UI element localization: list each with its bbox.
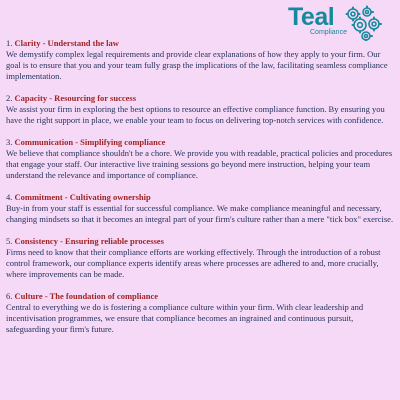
principle-number: 2. <box>6 93 13 103</box>
principle-tagline: - Ensuring reliable processes <box>60 236 164 246</box>
principle-body: We demystify complex legal requirements and provide clear explanations of how they apply to your firm. Our goal is to ensure that you and your team fully grasp the implications of the law, facilitating seamless compliance implementation. <box>6 49 388 81</box>
principle-consistency <box>6 236 396 280</box>
principle-name: Commitment <box>14 192 63 202</box>
principle-body: Buy-in from your staff is essential for successful compliance. We make compliance meaningful and necessary, changing mindsets so that it becomes an integral part of your firm's culture rather than a mere "tick box" exercise. <box>6 203 394 224</box>
principle-body: We believe that compliance shouldn't be a chore. We provide you with readable, practical policies and procedures that engage your staff. Our interactive live training sessions go beyond mere instruction, helping your team understand the relevance and importance of compliance. <box>6 148 393 180</box>
principle-heading <box>6 137 396 148</box>
principle-number: 3. <box>6 137 13 147</box>
principle-clarity <box>6 38 396 82</box>
principle-heading <box>6 291 396 302</box>
logo-wordmark: Teal <box>288 3 335 31</box>
principle-culture <box>6 291 396 335</box>
principle-body: Central to everything we do is fostering a compliance culture within your firm. With clear leadership and incentivisation programmes, we ensure that compliance becomes an ingrained and continuous pursuit, safeguarding your firm's future. <box>6 302 364 334</box>
principle-tagline: - The foundation of compliance <box>44 291 158 301</box>
principle-capacity <box>6 93 396 126</box>
principle-number: 6. <box>6 291 13 301</box>
principle-tagline: - Simplifying compliance <box>75 137 166 147</box>
logo-subtitle: Compliance <box>310 29 347 36</box>
principle-number: 1. <box>6 38 13 48</box>
principle-number: 5. <box>6 236 13 246</box>
principle-name: Communication <box>14 137 74 147</box>
principle-name: Culture <box>14 291 43 301</box>
principle-heading <box>6 236 396 247</box>
principle-body: Firms need to know that their compliance efforts are working effectively. Through the introduction of a robust control framework, our compliance experts identify areas where processes are adhered to and, more crucially, where improvements can be made. <box>6 247 381 279</box>
principle-heading <box>6 38 396 49</box>
principle-body: We assist your firm in exploring the best options to resource an effective compliance function. By ensuring you have the right support in place, we enable your team to focus on delivering top-notch services with confidence. <box>6 104 385 125</box>
principle-name: Consistency <box>14 236 58 246</box>
principle-tagline: - Cultivating ownership <box>64 192 151 202</box>
principle-communication <box>6 137 396 181</box>
principles-list <box>6 38 396 346</box>
principle-heading <box>6 192 396 203</box>
principle-tagline: - Resourcing for success <box>49 93 137 103</box>
principle-tagline: - Understand the law <box>42 38 119 48</box>
principle-heading <box>6 93 396 104</box>
gears-icon <box>342 5 382 41</box>
principle-commitment <box>6 192 396 225</box>
principle-number: 4. <box>6 192 13 202</box>
principle-name: Capacity <box>14 93 48 103</box>
teal-compliance-logo <box>288 4 382 42</box>
principle-name: Clarity <box>14 38 41 48</box>
